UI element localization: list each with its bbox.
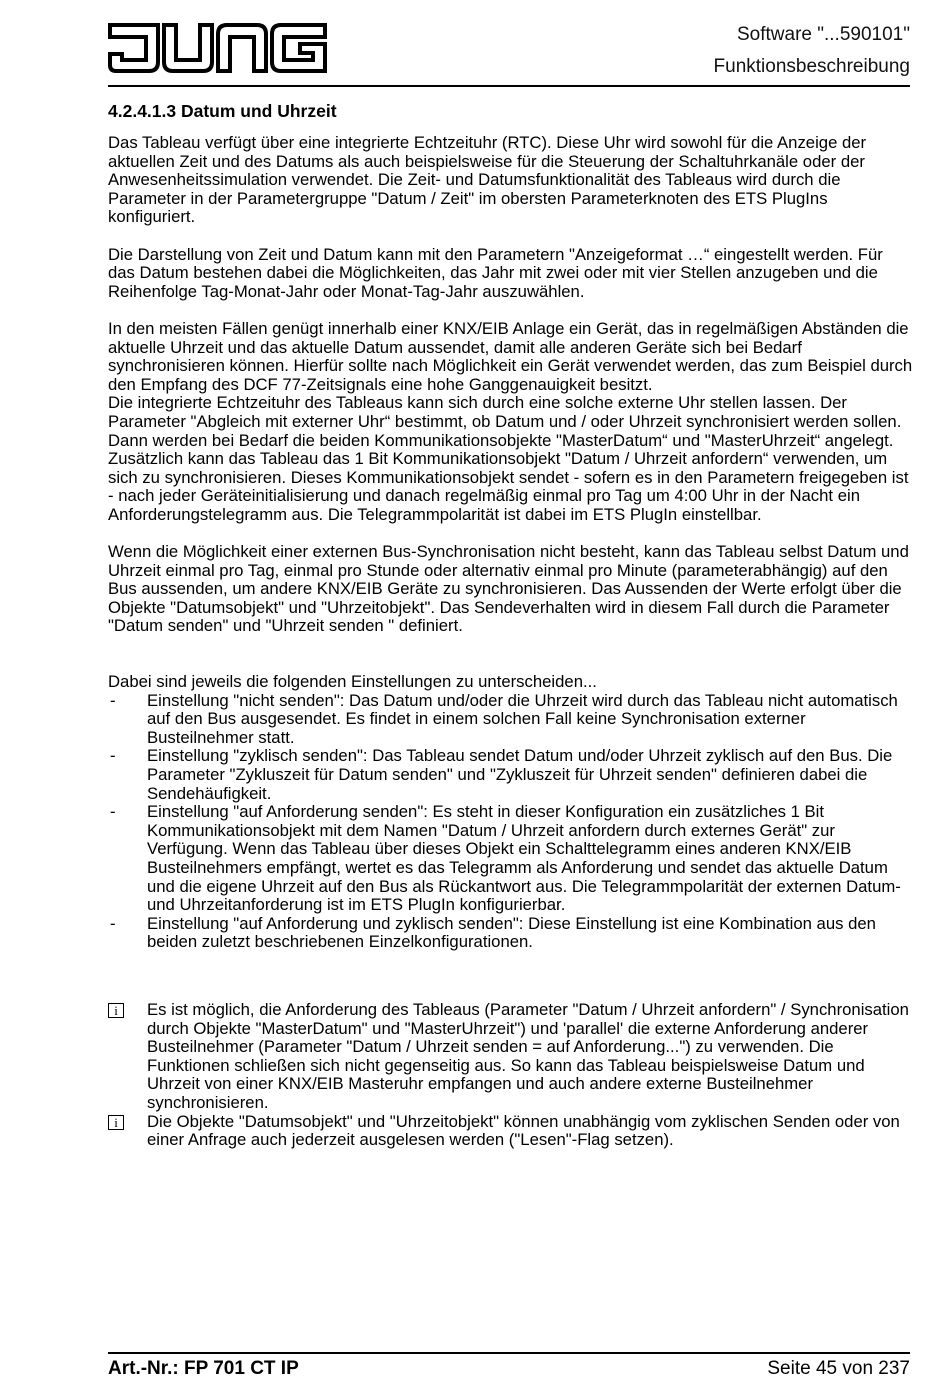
list-item bbox=[108, 915, 913, 952]
info-icon: i bbox=[108, 1003, 124, 1018]
list-item-text: Einstellung "auf Anforderung und zyklisch senden": Diese Einstellung ist eine Kombination aus den beiden zuletzt beschriebenen Einzelkonfigurationen. bbox=[147, 913, 876, 952]
list-item-text: Einstellung "nicht senden": Das Datum und/oder die Uhrzeit wird durch das Tableau nicht automatisch auf den Bus ausgesendet. Es findet in einem solchen Fall keine Synchronisation externer Busteilnehmer statt. bbox=[147, 690, 898, 747]
list-dash: - bbox=[110, 690, 116, 710]
footer-article-number: Art.-Nr.: FP 701 CT IP bbox=[108, 1358, 299, 1379]
list-item bbox=[108, 747, 913, 803]
info-icon: i bbox=[108, 1115, 124, 1130]
footer-page-number: Seite 45 von 237 bbox=[767, 1358, 910, 1379]
info-notes bbox=[108, 1001, 913, 1150]
info-note-text: Die Objekte "Datumsobjekt" und "Uhrzeitobjekt" können unabhängig vom zyklischen Senden oder von einer Anfrage auch jederzeit ausgelesen werden ("Lesen"-Flag setzen). bbox=[147, 1111, 900, 1150]
list-item-text: Einstellung "zyklisch senden": Das Tableau sendet Datum und/oder Uhrzeit zyklisch auf den Bus. Die Parameter "Zykluszeit für Datum senden" und "Zykluszeit für Uhrzeit senden" definieren dabei die Sendehäufigkeit. bbox=[147, 746, 893, 803]
info-note bbox=[108, 1113, 913, 1150]
section-title: 4.2.4.1.3 Datum und Uhrzeit bbox=[108, 101, 337, 121]
paragraph: Die integrierte Echtzeituhr des Tableaus kann sich durch eine solche externe Uhr stellen lassen. Der Parameter "Abgleich mit externer Uhr“ bestimmt, ob Datum und / oder Uhrzeit synchronisiert werden sollen. Dann werden bei Bedarf die beiden Kommunikationsobjekte "MasterDatum“ und "MasterUhrzeit“ angelegt. Zusätzlich kann das Tableau das 1 Bit Kommunikationsobjekt "Datum / Uhrzeit anfordern“ verwenden, um sich zu synchronisieren. Dieses Kommunikationsobjekt sendet - sofern es in den Parametern freigegeben ist - nach jeder Geräteinitialisierung und danach regelmäßig einmal pro Tag um 4:00 Uhr in der Nacht ein Anforderungstelegramm aus. Die Telegrammpolarität ist dabei im ETS PlugIn einstellbar. bbox=[108, 393, 909, 524]
paragraph: Dabei sind jeweils die folgenden Einstellungen zu unterscheiden... bbox=[108, 672, 597, 692]
list-dash: - bbox=[110, 913, 116, 933]
header-divider bbox=[108, 85, 910, 87]
jung-logo bbox=[108, 22, 328, 74]
list-item bbox=[108, 692, 913, 748]
paragraph: Wenn die Möglichkeit einer externen Bus-Synchronisation nicht besteht, kann das Tableau selbst Datum und Uhrzeit einmal pro Tag, einmal pro Stunde oder alternativ einmal pro Minute (parameterabhängig) auf den Bus aussenden, um andere KNX/EIB Geräte zu synchronisieren. Das Aussenden der Werte erfolgt über die Objekte "Datumsobjekt" und "Uhrzeitobjekt". Das Sendeverhalten wird in diesem Fall durch die Parameter "Datum senden" und "Uhrzeit senden " definiert. bbox=[108, 542, 909, 636]
paragraph: Das Tableau verfügt über eine integrierte Echtzeituhr (RTC). Diese Uhr wird sowohl für die Anzeige der aktuellen Zeit und des Datums als auch beispielsweise für die Steuerung der Schaltuhrkanäle oder der Anwesenheitssimulation verwendet. Die Zeit- und Datumsfunktionalität des Tableaus wird durch die Parameter in der Parametergruppe "Datum / Zeit" im obersten Parameterknoten des ETS PlugIns konfiguriert. bbox=[108, 133, 867, 227]
list-dash: - bbox=[110, 746, 116, 766]
list-item bbox=[108, 803, 913, 915]
footer-divider bbox=[108, 1352, 910, 1354]
list-dash: - bbox=[110, 802, 116, 822]
paragraph: Die Darstellung von Zeit und Datum kann mit den Parametern "Anzeigeformat …“ eingestellt werden. Für das Datum bestehen dabei die Möglichkeiten, das Jahr mit zwei oder mit vier Stellen anzugeben und die Reihenfolge Tag-Monat-Jahr oder Monat-Tag-Jahr auszuwählen. bbox=[108, 244, 883, 301]
info-note-text: Es ist möglich, die Anforderung des Tableaus (Parameter "Datum / Uhrzeit anfordern" / Synchronisation durch Objekte "MasterDatum" und "MasterUhrzeit") und 'parallel' die externe Anforderung anderer Busteilnehmer (Parameter "Datum / Uhrzeit senden = auf Anforderung...") zu verwenden. Die Funktionen schließen sich nicht gegenseitig aus. So kann das Tableau beispielsweise Datum und Uhrzeit von einer KNX/EIB Masteruhr empfangen und auch andere externe Busteilnehmer synchronisieren. bbox=[147, 999, 909, 1112]
settings-list bbox=[108, 692, 913, 952]
header-document-type: Funktionsbeschreibung bbox=[713, 56, 910, 77]
header-software-version: Software "...590101" bbox=[737, 24, 910, 45]
paragraph: In den meisten Fällen genügt innerhalb einer KNX/EIB Anlage ein Gerät, das in regelmäßigen Abständen die aktuelle Uhrzeit und das aktuelle Datum aussendet, damit alle anderen Geräte sich bei Bedarf synchronisieren können. Hierfür sollte nach Möglichkeit ein Gerät verwendet werden, das zum Beispiel durch den Empfang des DCF 77-Zeitsignals eine hohe Ganggenauigkeit besitzt. bbox=[108, 318, 913, 394]
list-item-text: Einstellung "auf Anforderung senden": Es steht in dieser Konfiguration ein zusätzliches 1 Bit Kommunikationsobjekt mit dem Namen "Datum / Uhrzeit anfordern durch externes Gerät" zur Verfügung. Wenn das Tableau über dieses Objekt ein Schalttelegramm eines anderen KNX/EIB Busteilnehmers empfängt, wertet es das Telegramm als Anforderung und sendet das aktuelle Datum und die eigene Uhrzeit auf den Bus als Rückantwort aus. Die Telegrammpolarität der externen Datum- und Uhrzeitanforderung ist im ETS PlugIn konfigurierbar. bbox=[147, 802, 901, 915]
info-note bbox=[108, 1001, 913, 1113]
document-body bbox=[108, 100, 913, 1150]
